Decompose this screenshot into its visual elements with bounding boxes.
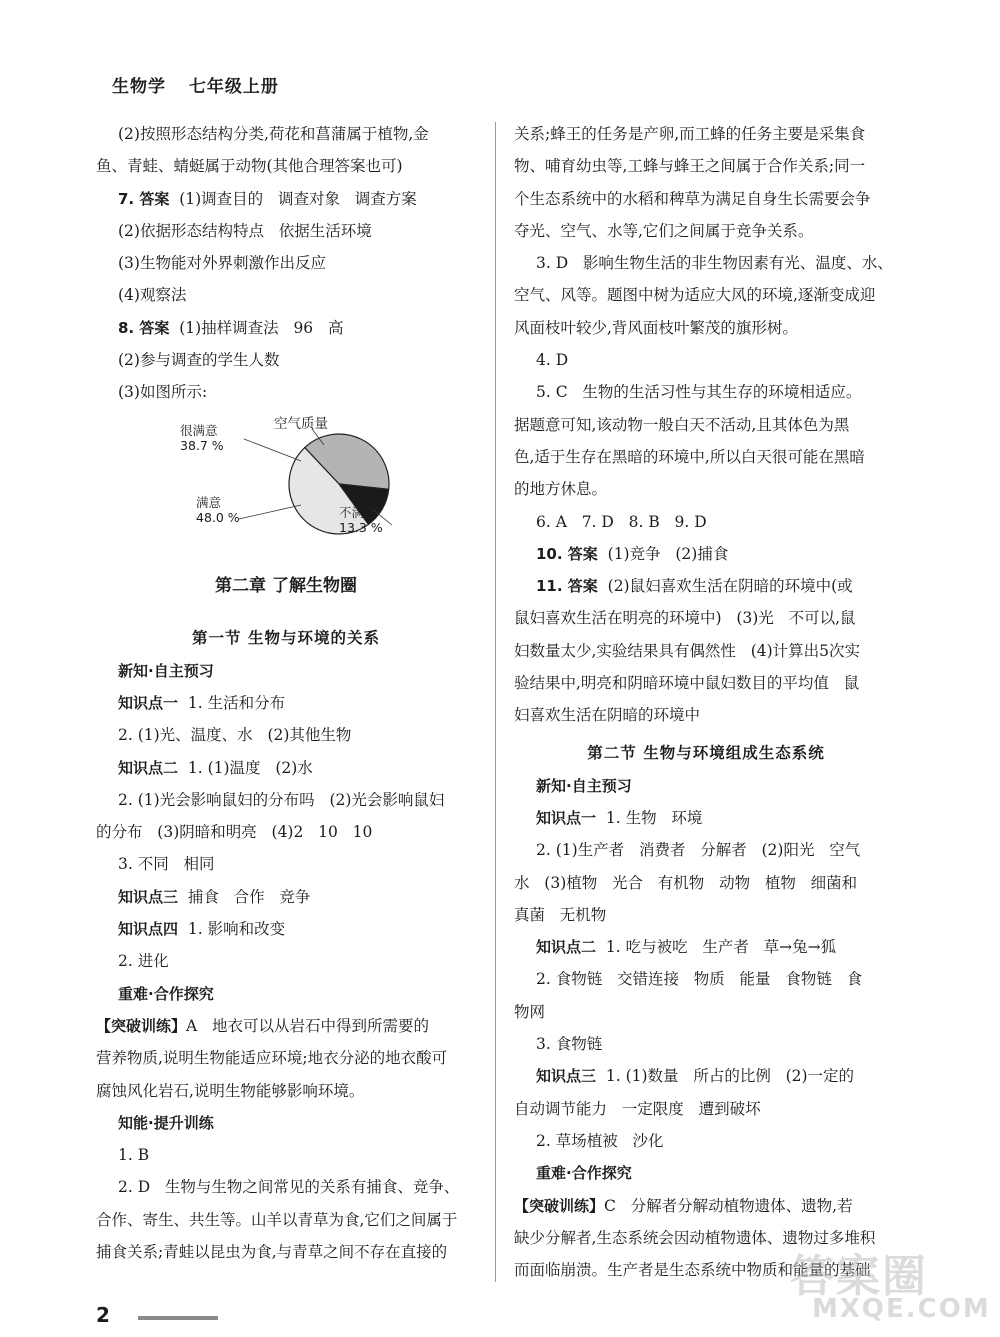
line-text: 6. A 7. D 8. B 9. D (536, 512, 707, 531)
bold-label: 知识点一 (118, 693, 179, 712)
leader-line-3 (239, 505, 301, 519)
text-line (96, 150, 476, 182)
text-line (96, 1139, 476, 1171)
text-line (514, 1125, 898, 1157)
text-line (96, 881, 476, 913)
text-line (514, 1190, 898, 1222)
text-line (514, 247, 898, 279)
text-line (96, 1107, 476, 1139)
bold-label: 知能·提升训练 (118, 1113, 214, 1132)
label-unsatisfied-name: 不满意 (339, 504, 377, 520)
left-bottom-block (96, 655, 476, 1269)
line-text: 风面枝叶较少,背风面枝叶繁茂的旗形树。 (514, 318, 798, 337)
line-text: (3)如图所示: (118, 383, 208, 402)
text-line (96, 215, 476, 247)
line-text: 鱼、青蛙、蜻蜓属于动物(其他合理答案也可) (96, 157, 403, 176)
line-text: 的地方休息。 (514, 480, 608, 499)
page-header (112, 72, 295, 97)
line-text: (1)竞争 (2)捕食 (597, 544, 729, 563)
text-line (514, 312, 898, 344)
text-line (96, 1010, 476, 1042)
line-text: 色,适于生存在黑暗的环境中,所以白天很可能在黑暗 (514, 447, 865, 466)
watermark (790, 1238, 991, 1333)
watermark-text: 答案圈 (790, 1251, 928, 1302)
text-line (96, 1171, 476, 1203)
text-line (96, 816, 476, 848)
text-line (514, 183, 898, 215)
text-line (514, 996, 898, 1028)
text-line (96, 376, 476, 408)
bold-label: 知识点四 (118, 920, 179, 939)
text-line (96, 784, 476, 816)
text-line (96, 752, 476, 784)
bold-label: 新知·自主预习 (536, 776, 632, 795)
line-text: 真菌 无机物 (514, 905, 607, 924)
left-column (96, 118, 476, 1268)
text-line (96, 687, 476, 719)
bold-label: 11. 答案 (536, 577, 598, 596)
line-text: 水 (3)植物 光合 有机物 动物 植物 细菌和 (514, 873, 858, 892)
text-line (514, 770, 898, 802)
line-text: (3)生物能对外界刺激作出反应 (118, 254, 326, 273)
text-line (514, 473, 898, 505)
line-text: 3. 食物链 (536, 1035, 603, 1054)
line-text: 2. (1)生产者 消费者 分解者 (2)阳光 空气 (536, 841, 861, 860)
chart-title: 空气质量 (274, 415, 328, 432)
left-top-block (96, 118, 476, 409)
text-line (514, 802, 898, 834)
line-text: 而面临崩溃。生产者是生态系统中物质和能量的基础 (514, 1261, 871, 1280)
line-text: 捕食 合作 竞争 (178, 887, 311, 906)
line-text: 2. 进化 (118, 952, 169, 971)
text-line (96, 719, 476, 751)
line-text: (2)参与调查的学生人数 (118, 351, 280, 370)
line-text: (1)调查目的 调查对象 调查方案 (169, 189, 417, 208)
header-subject: 生物学 (112, 77, 166, 97)
line-text: 物网 (514, 1002, 546, 1021)
text-line (514, 570, 898, 602)
text-line (96, 183, 476, 215)
line-text: 2. D 生物与生物之间常见的关系有捕食、竞争、 (118, 1178, 460, 1197)
bold-label: 8. 答案 (118, 318, 170, 337)
line-text: 腐蚀风化岩石,说明生物能够影响环境。 (96, 1081, 365, 1100)
text-line (96, 1236, 476, 1268)
text-line (96, 1204, 476, 1236)
line-text: (2)鼠妇喜欢生活在阴暗的环境中(或 (597, 577, 853, 596)
text-line (96, 848, 476, 880)
text-line (514, 931, 898, 963)
line-text: 鼠妇喜欢生活在明亮的环境中) (3)光 不可以,鼠 (514, 609, 856, 628)
text-line (96, 655, 476, 687)
label-satisfied-value: 48.0 % (196, 509, 240, 525)
line-text: 4. D (536, 351, 569, 370)
line-text: 关系;蜂王的任务是产卵,而工蜂的任务主要是采集食 (514, 125, 866, 143)
chapter-title: 第二章 了解生物圈 (215, 575, 357, 596)
right-column (514, 118, 898, 1286)
line-text: (4)观察法 (118, 286, 187, 305)
text-line (514, 834, 898, 866)
bold-label: 重难·合作探究 (536, 1164, 632, 1183)
bold-label: 知识点三 (118, 887, 179, 906)
bold-label: 重难·合作探究 (118, 984, 214, 1003)
line-text: (2)依据形态结构特点 依据生活环境 (118, 221, 372, 240)
line-text: 1. 生物 环境 (596, 808, 703, 827)
bold-label: 知识点二 (118, 758, 179, 777)
bold-label: 知识点二 (536, 938, 597, 957)
line-text: 妇喜欢生活在阴暗的环境中 (514, 706, 701, 725)
text-line (96, 118, 476, 150)
leader-line-0 (244, 439, 301, 461)
text-line (514, 602, 898, 634)
line-text: 2. 食物链 交错连接 物质 能量 食物链 食 (536, 970, 863, 989)
text-line (514, 1028, 898, 1060)
bold-label: 【突破训练】 (96, 1016, 187, 1035)
text-line (96, 1075, 476, 1107)
line-text: 空气、风等。题图中树为适应大风的环境,逐渐变成迎 (514, 286, 876, 305)
bold-label: 知识点三 (536, 1067, 597, 1086)
line-text: 合作、寄生、共生等。山羊以青草为食,它们之间属于 (96, 1210, 458, 1229)
text-line (514, 538, 898, 570)
text-line (96, 312, 476, 344)
line-text: 1. (1)数量 所占的比例 (2)一定的 (596, 1067, 855, 1086)
line-text: 5. C 生物的生活习性与其生存的环境相适应。 (536, 383, 862, 402)
text-line (514, 635, 898, 667)
line-text: 夺光、空气、水等,它们之间属于竞争关系。 (514, 221, 814, 240)
text-line (514, 118, 898, 150)
line-text: 3. 不同 相同 (118, 855, 215, 874)
label-very-satisfied (180, 423, 224, 453)
pie-chart (96, 409, 476, 547)
text-line (96, 247, 476, 279)
text-line (96, 279, 476, 311)
text-line (514, 344, 898, 376)
line-text: 2. (1)光、温度、水 (2)其他生物 (118, 726, 352, 745)
line-text: C 分解者分解动植物遗体、遗物,若 (604, 1196, 853, 1215)
text-line (96, 344, 476, 376)
text-line (96, 1042, 476, 1074)
text-line (514, 506, 898, 538)
label-very-satisfied-name: 很满意 (180, 422, 218, 438)
line-text: 妇数量太少,实验结果具有偶然性 (4)计算出5次实 (514, 641, 861, 660)
bold-label: 10. 答案 (536, 544, 598, 563)
header-grade: 七年级上册 (188, 77, 279, 97)
line-text: 2. (1)光会影响鼠妇的分布吗 (2)光会影响鼠妇 (118, 790, 445, 809)
page-number: 2 (96, 1303, 110, 1327)
text-line (514, 1157, 898, 1189)
text-line (514, 867, 898, 899)
line-text: 的分布 (3)阴暗和明亮 (4)2 10 10 (96, 823, 373, 842)
line-text: 缺少分解者,生态系统会因动植物遗体、遗物过多堆积 (514, 1228, 876, 1247)
bold-label: 新知·自主预习 (118, 661, 214, 680)
line-text: 1. 吃与被吃 生产者 草→兔→狐 (596, 938, 837, 957)
line-text: 营养物质,说明生物能适应环境;地衣分泌的地衣酸可 (96, 1049, 448, 1068)
text-line (514, 699, 898, 731)
line-text: 1. (1)温度 (2)水 (178, 758, 313, 777)
line-text: 1. 生活和分布 (178, 693, 286, 712)
section2-title: 第二节 生物与环境组成生态系统 (587, 743, 825, 762)
bold-label: 7. 答案 (118, 189, 170, 208)
text-line (514, 899, 898, 931)
text-line (96, 945, 476, 977)
line-text: 自动调节能力 一定限度 遭到破坏 (514, 1099, 761, 1118)
line-text: 1. B (118, 1146, 150, 1165)
line-text: 2. 草场植被 沙化 (536, 1131, 664, 1150)
line-text: 验结果中,明亮和阴暗环境中鼠妇数目的平均值 鼠 (514, 674, 860, 693)
label-satisfied (196, 495, 240, 525)
column-divider (495, 122, 496, 1282)
label-satisfied-name: 满意 (196, 494, 222, 510)
footer-bar (138, 1316, 218, 1320)
line-text: 据题意可知,该动物一般白天不活动,且其体色为黑 (514, 415, 850, 434)
label-very-satisfied-value: 38.7 % (180, 437, 224, 453)
text-line (96, 913, 476, 945)
text-line (514, 150, 898, 182)
text-line (96, 978, 476, 1010)
line-text: (2)按照形态结构分类,荷花和菖蒲属于植物,金 (118, 125, 429, 143)
bold-label: 【突破训练】 (514, 1196, 605, 1215)
line-text: 3. D 影响生物生活的非生物因素有光、温度、水、 (536, 254, 893, 273)
text-line (514, 279, 898, 311)
right-top-block (514, 118, 898, 732)
line-text: 1. 影响和改变 (178, 920, 286, 939)
text-line (514, 1093, 898, 1125)
text-line (514, 1060, 898, 1092)
section1-title: 第一节 生物与环境的关系 (192, 628, 380, 647)
line-text: 物、哺育幼虫等,工蜂与蜂王之间属于合作关系;同一 (514, 157, 866, 176)
text-line (514, 376, 898, 408)
label-unsatisfied (339, 505, 383, 535)
text-line (514, 963, 898, 995)
line-text: A 地衣可以从岩石中得到所需要的 (186, 1016, 429, 1035)
right-bottom-block (514, 770, 898, 1287)
line-text: 捕食关系;青蛙以昆虫为食,与青草之间不存在直接的 (96, 1243, 448, 1262)
bold-label: 知识点一 (536, 808, 597, 827)
text-line (514, 215, 898, 247)
text-line (514, 441, 898, 473)
label-unsatisfied-value: 13.3 % (339, 519, 383, 535)
line-text: 个生态系统中的水稻和稗草为满足自身生长需要会争 (514, 189, 871, 208)
text-line (514, 409, 898, 441)
watermark-url: MXQE.COM (812, 1294, 991, 1324)
line-text: (1)抽样调查法 96 高 (169, 318, 344, 337)
text-line (514, 667, 898, 699)
